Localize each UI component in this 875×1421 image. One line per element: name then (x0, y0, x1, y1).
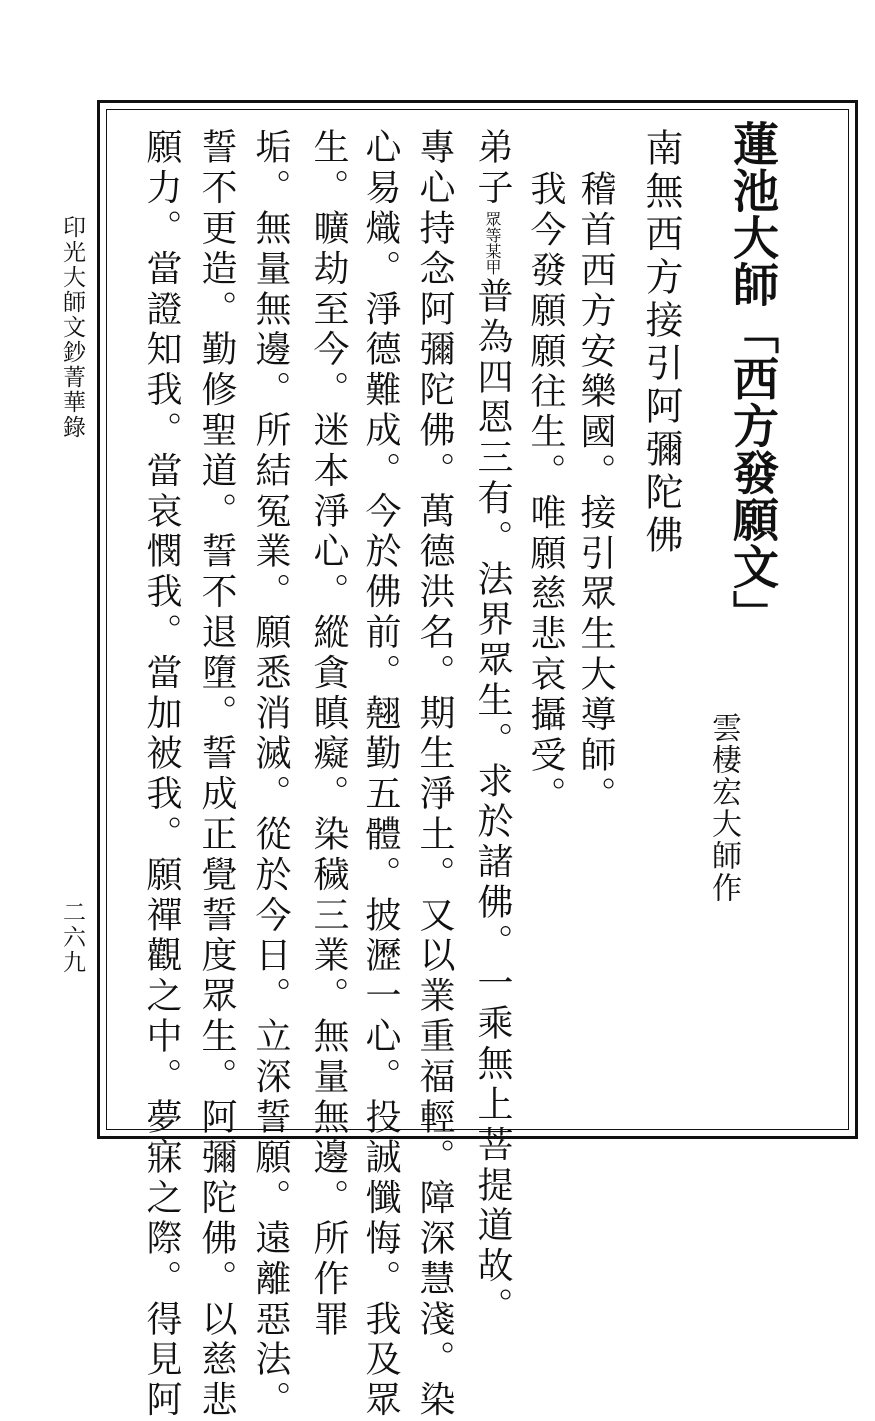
margin-book-title: 印光大師文鈔菁華錄 (59, 215, 85, 440)
interlinear-note-b: 某甲 (483, 242, 502, 275)
text-column-9: 願力。當證知我。當哀憫我。當加被我。願禪觀之中。夢寐之際。得見阿 (141, 128, 182, 1421)
vow-text: 普為四恩三有。法界眾生。求於諸佛。一乘無上菩提道故。 (472, 276, 513, 1328)
text-column-2: 我今發願願往生。唯願慈悲哀攝受。 (525, 170, 566, 817)
text-column-1: 稽首西方安樂國。接引眾生大導師。 (575, 170, 616, 817)
text-column-6: 生。曠劫至今。迷本淨心。縱貪瞋癡。染穢三業。無量無邊。所作罪 (308, 128, 349, 1340)
interlinear-note (483, 211, 501, 275)
invocation-heading: 南無西方接引阿彌陀佛 (639, 128, 683, 558)
margin-page-number: 二六九 (59, 900, 85, 975)
text-column-7: 垢。無量無邊。所結冤業。願悉消滅。從於今日。立深誓願。遠離惡法。 (250, 128, 291, 1421)
disciple-word: 弟子 (472, 128, 513, 209)
document-title: 蓮池大師「西方發願文」 (726, 120, 780, 637)
text-column-8: 誓不更造。勤修聖道。誓不退墮。誓成正覺誓度眾生。阿彌陀佛。以慈悲 (196, 128, 237, 1421)
author-attribution: 雲棲宏大師作 (706, 712, 741, 904)
text-column-5: 心易熾。淨德難成。今於佛前。翹勤五體。披瀝一心。投誠懺悔。我及眾 (360, 128, 401, 1421)
text-column-4: 專心持念阿彌陀佛。萬德洪名。期生淨土。又以業重福輕。障深慧淺。染 (414, 128, 455, 1421)
interlinear-note-a: 眾等 (483, 210, 502, 243)
text-column-3 (472, 128, 513, 1328)
